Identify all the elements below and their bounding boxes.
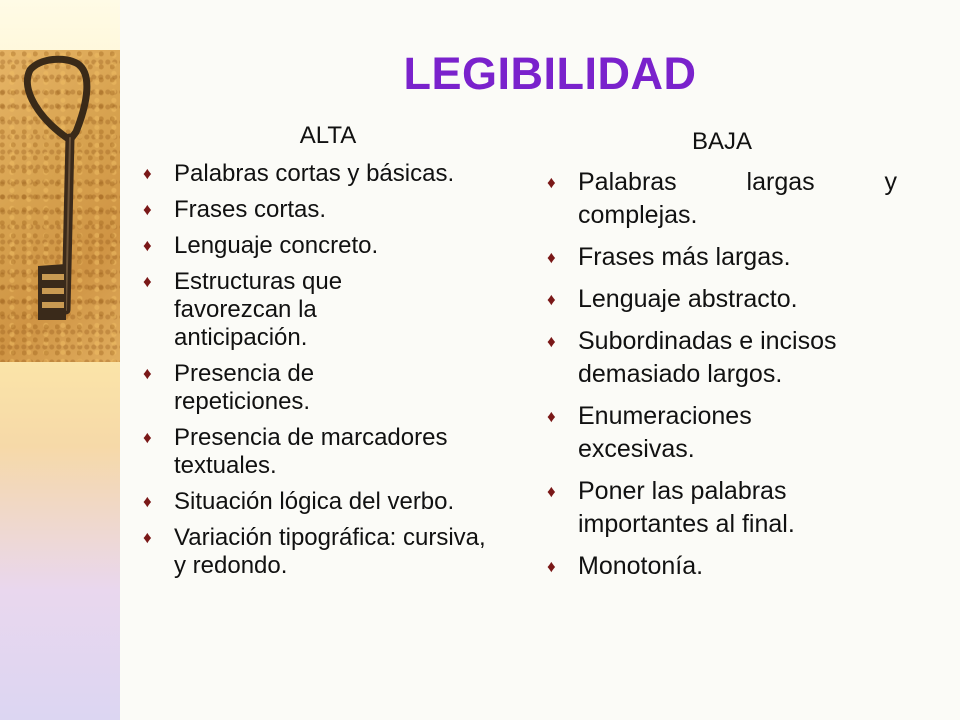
- list-item: ♦ Frases más largas.: [547, 241, 897, 274]
- alta-heading: ALTA: [299, 122, 357, 149]
- list-item: ♦ Lenguaje abstracto.: [547, 283, 897, 316]
- list-item: ♦ Situación lógica del verbo.: [143, 488, 455, 515]
- page-title: LEGIBILIDAD: [403, 48, 697, 99]
- alta-list: [143, 160, 528, 580]
- diamond-bullet-icon: ♦: [547, 332, 556, 351]
- diamond-bullet-icon: ♦: [143, 272, 152, 291]
- diamond-bullet-icon: ♦: [547, 557, 556, 576]
- diamond-bullet-icon: ♦: [547, 290, 556, 309]
- diamond-bullet-icon: ♦: [143, 236, 152, 255]
- diamond-bullet-icon: ♦: [143, 492, 152, 511]
- baja-list: [547, 166, 897, 583]
- list-item: ♦ Variación tipográfica: cursiva, y redondo.: [143, 524, 486, 579]
- diamond-bullet-icon: ♦: [547, 407, 556, 426]
- baja-heading: BAJA: [691, 128, 753, 155]
- key-photo: [0, 50, 120, 362]
- diamond-bullet-icon: ♦: [547, 248, 556, 267]
- list-item: ♦ Subordinadas e incisos demasiado largos.: [547, 327, 837, 388]
- list-item: ♦ Enumeraciones excesivas.: [547, 402, 752, 463]
- diamond-bullet-icon: ♦: [547, 173, 556, 192]
- list-item: ♦ Frases cortas.: [143, 196, 327, 223]
- list-item: ♦ Lenguaje concreto.: [143, 232, 379, 259]
- list-item: ♦ Estructuras que favorezcan la anticipación.: [143, 268, 343, 351]
- old-key-icon: [0, 50, 120, 362]
- diamond-bullet-icon: ♦: [143, 200, 152, 219]
- diamond-bullet-icon: ♦: [143, 164, 152, 183]
- diamond-bullet-icon: ♦: [143, 364, 152, 383]
- diamond-bullet-icon: ♦: [143, 528, 152, 547]
- list-item: ♦ Presencia de repeticiones.: [143, 360, 315, 415]
- diamond-bullet-icon: ♦: [143, 428, 152, 447]
- diamond-bullet-icon: ♦: [547, 482, 556, 501]
- list-item: ♦ Palabras cortas y básicas.: [143, 160, 455, 187]
- list-item: ♦ Palabras largas y complejas.: [547, 168, 897, 229]
- list-item: ♦ Monotonía.: [547, 550, 897, 583]
- list-item: ♦ Poner las palabras importantes al final.: [547, 477, 795, 538]
- alta-column: [143, 122, 528, 588]
- baja-column: [547, 128, 897, 592]
- list-item: ♦ Presencia de marcadores textuales.: [143, 424, 448, 479]
